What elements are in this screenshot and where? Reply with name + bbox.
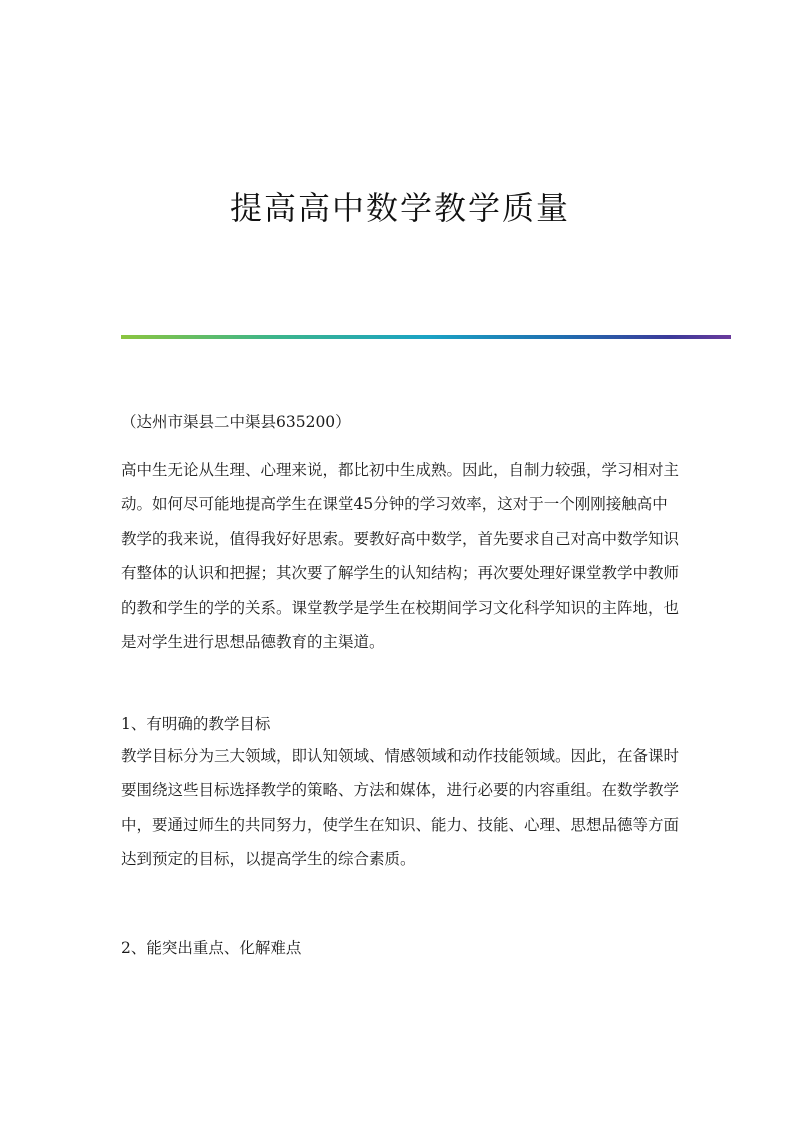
section-heading-1: 1、有明确的教学目标 xyxy=(121,715,271,733)
document-title: 提高高中数学教学质量 xyxy=(229,189,570,227)
author-affiliation: （达州市渠县二中渠县635200） xyxy=(121,413,351,431)
title-divider xyxy=(121,335,731,339)
intro-paragraph: 高中生无论从生理、心理来说，都比初中生成熟。因此，自制力较强，学习相对主动。如何尽可能地提高学生在课堂45分钟的学习效率，这对于一个刚刚接触高中教学的我来说，值得我好好思索。要教好高中数学，首先要求自己对高中数学知识有整体的认识和把握；其次要了解学生的认知结构；再次要处理好课堂教学中教师的教和学生的学的关系。课堂教学是学生在校期间学习文化科学知识的主阵地，也是对学生进行思想品德教育的主渠道。 xyxy=(121,461,680,652)
section-1-paragraph: 教学目标分为三大领域，即认知领域、情感领域和动作技能领域。因此，在备课时要围绕这些目标选择教学的策略、方法和媒体，进行必要的内容重组。在数学教学中，要通过师生的共同努力，使学生在知识、能力、技能、心理、思想品德等方面达到预定的目标，以提高学生的综合素质。 xyxy=(121,747,680,869)
section-heading-2: 2、能突出重点、化解难点 xyxy=(121,939,302,957)
